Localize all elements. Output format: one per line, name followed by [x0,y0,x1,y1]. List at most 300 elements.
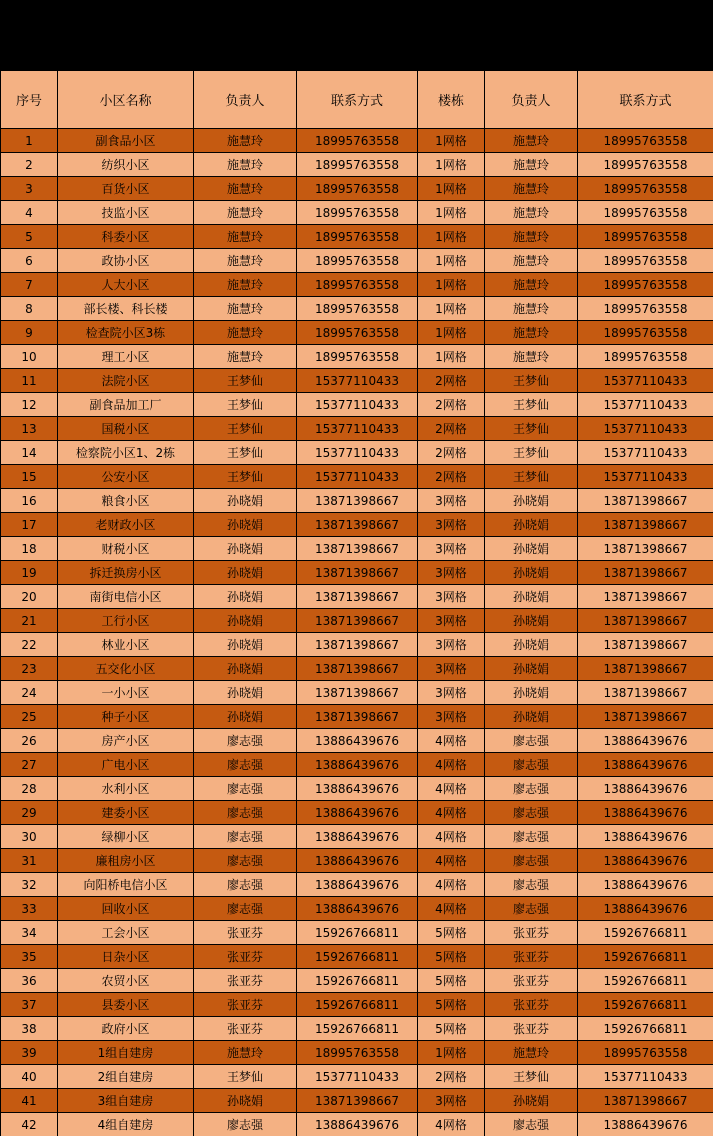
cell-person-2: 廖志强 [485,825,578,849]
cell-building-grid: 2网格 [418,1065,485,1089]
cell-contact-2: 13886439676 [578,849,713,873]
cell-contact-2: 15377110433 [578,369,713,393]
cell-community-name: 检察院小区1、2栋 [58,441,194,465]
cell-contact-1: 18995763558 [297,177,418,201]
cell-building-grid: 5网格 [418,969,485,993]
cell-person-1: 孙晓娟 [194,513,297,537]
cell-contact-2: 18995763558 [578,129,713,153]
cell-person-1: 廖志强 [194,849,297,873]
cell-serial: 34 [1,921,58,945]
col-header-community: 小区名称 [58,71,194,129]
cell-community-name: 回收小区 [58,897,194,921]
cell-contact-1: 18995763558 [297,297,418,321]
cell-person-1: 施慧玲 [194,249,297,273]
table-row [1,1041,713,1065]
cell-contact-2: 15926766811 [578,993,713,1017]
cell-community-name: 政府小区 [58,1017,194,1041]
cell-person-1: 孙晓娟 [194,585,297,609]
cell-contact-1: 13886439676 [297,849,418,873]
cell-contact-1: 15926766811 [297,993,418,1017]
table-row [1,657,713,681]
cell-contact-1: 15926766811 [297,969,418,993]
cell-serial: 5 [1,225,58,249]
cell-serial: 16 [1,489,58,513]
cell-contact-1: 13886439676 [297,873,418,897]
cell-person-2: 王梦仙 [485,465,578,489]
cell-serial: 41 [1,1089,58,1113]
cell-contact-2: 15926766811 [578,969,713,993]
cell-person-1: 王梦仙 [194,465,297,489]
cell-contact-2: 13871398667 [578,585,713,609]
cell-building-grid: 1网格 [418,225,485,249]
cell-person-1: 廖志强 [194,753,297,777]
cell-person-1: 施慧玲 [194,129,297,153]
cell-serial: 12 [1,393,58,417]
cell-community-name: 4组自建房 [58,1113,194,1136]
cell-serial: 38 [1,1017,58,1041]
col-header-contact-2: 联系方式 [578,71,713,129]
cell-community-name: 廉租房小区 [58,849,194,873]
redacted-title-bar [0,0,713,70]
cell-contact-1: 15377110433 [297,369,418,393]
cell-serial: 42 [1,1113,58,1136]
cell-contact-1: 15926766811 [297,921,418,945]
cell-serial: 18 [1,537,58,561]
cell-building-grid: 1网格 [418,345,485,369]
cell-community-name: 房产小区 [58,729,194,753]
cell-building-grid: 4网格 [418,729,485,753]
cell-person-2: 廖志强 [485,801,578,825]
cell-serial: 32 [1,873,58,897]
col-header-person-1: 负责人 [194,71,297,129]
cell-person-1: 孙晓娟 [194,633,297,657]
cell-serial: 14 [1,441,58,465]
cell-community-name: 副食品加工厂 [58,393,194,417]
cell-community-name: 拆迁换房小区 [58,561,194,585]
cell-person-2: 孙晓娟 [485,681,578,705]
cell-serial: 10 [1,345,58,369]
table-row [1,441,713,465]
cell-person-2: 施慧玲 [485,321,578,345]
cell-person-2: 张亚芬 [485,993,578,1017]
cell-contact-2: 13871398667 [578,537,713,561]
cell-building-grid: 1网格 [418,153,485,177]
cell-person-1: 施慧玲 [194,297,297,321]
cell-contact-1: 13886439676 [297,753,418,777]
cell-contact-2: 15926766811 [578,1017,713,1041]
cell-community-name: 国税小区 [58,417,194,441]
table-row [1,825,713,849]
cell-serial: 8 [1,297,58,321]
cell-person-1: 廖志强 [194,1113,297,1136]
cell-serial: 9 [1,321,58,345]
cell-person-2: 廖志强 [485,753,578,777]
cell-contact-1: 15377110433 [297,417,418,441]
cell-person-1: 张亚芬 [194,945,297,969]
table-row [1,417,713,441]
cell-contact-1: 18995763558 [297,249,418,273]
cell-person-1: 廖志强 [194,777,297,801]
cell-serial: 35 [1,945,58,969]
cell-community-name: 水利小区 [58,777,194,801]
cell-community-name: 南街电信小区 [58,585,194,609]
cell-person-1: 张亚芬 [194,921,297,945]
cell-serial: 39 [1,1041,58,1065]
cell-community-name: 人大小区 [58,273,194,297]
cell-contact-2: 18995763558 [578,177,713,201]
cell-building-grid: 3网格 [418,561,485,585]
cell-person-2: 孙晓娟 [485,513,578,537]
cell-contact-1: 13886439676 [297,825,418,849]
cell-serial: 22 [1,633,58,657]
cell-contact-2: 18995763558 [578,273,713,297]
cell-contact-2: 18995763558 [578,153,713,177]
cell-serial: 2 [1,153,58,177]
cell-building-grid: 3网格 [418,585,485,609]
cell-contact-1: 13871398667 [297,585,418,609]
cell-community-name: 政协小区 [58,249,194,273]
cell-person-1: 孙晓娟 [194,489,297,513]
cell-serial: 7 [1,273,58,297]
table-row [1,561,713,585]
cell-person-1: 施慧玲 [194,177,297,201]
cell-person-2: 施慧玲 [485,1041,578,1065]
cell-serial: 6 [1,249,58,273]
table-row [1,1113,713,1136]
table-row [1,465,713,489]
cell-building-grid: 3网格 [418,681,485,705]
cell-person-2: 施慧玲 [485,249,578,273]
table-row [1,1017,713,1041]
cell-person-2: 孙晓娟 [485,633,578,657]
cell-building-grid: 4网格 [418,801,485,825]
cell-building-grid: 1网格 [418,273,485,297]
cell-contact-1: 18995763558 [297,273,418,297]
cell-contact-2: 13886439676 [578,753,713,777]
cell-person-2: 施慧玲 [485,129,578,153]
cell-person-2: 孙晓娟 [485,585,578,609]
cell-contact-2: 15926766811 [578,945,713,969]
table-row [1,1089,713,1113]
table-row [1,393,713,417]
table-row [1,897,713,921]
cell-serial: 24 [1,681,58,705]
cell-building-grid: 2网格 [418,369,485,393]
cell-contact-1: 18995763558 [297,201,418,225]
cell-serial: 33 [1,897,58,921]
cell-building-grid: 3网格 [418,609,485,633]
cell-person-1: 张亚芬 [194,1017,297,1041]
cell-community-name: 理工小区 [58,345,194,369]
cell-community-name: 法院小区 [58,369,194,393]
cell-building-grid: 3网格 [418,537,485,561]
cell-serial: 15 [1,465,58,489]
cell-contact-2: 13886439676 [578,873,713,897]
cell-person-2: 孙晓娟 [485,609,578,633]
cell-contact-2: 13886439676 [578,777,713,801]
cell-person-1: 王梦仙 [194,393,297,417]
cell-community-name: 3组自建房 [58,1089,194,1113]
cell-person-2: 孙晓娟 [485,489,578,513]
cell-serial: 17 [1,513,58,537]
cell-contact-2: 15377110433 [578,441,713,465]
cell-serial: 20 [1,585,58,609]
cell-person-2: 施慧玲 [485,345,578,369]
table-row [1,345,713,369]
cell-serial: 40 [1,1065,58,1089]
cell-contact-1: 15926766811 [297,1017,418,1041]
cell-community-name: 县委小区 [58,993,194,1017]
table-row [1,969,713,993]
cell-person-2: 张亚芬 [485,969,578,993]
cell-building-grid: 1网格 [418,297,485,321]
cell-person-2: 孙晓娟 [485,657,578,681]
cell-person-1: 王梦仙 [194,417,297,441]
cell-contact-1: 13871398667 [297,513,418,537]
cell-community-name: 绿柳小区 [58,825,194,849]
cell-contact-1: 15377110433 [297,441,418,465]
cell-person-1: 廖志强 [194,801,297,825]
cell-contact-2: 13886439676 [578,729,713,753]
table-row [1,873,713,897]
cell-building-grid: 2网格 [418,465,485,489]
cell-person-2: 廖志强 [485,1113,578,1136]
cell-person-2: 廖志强 [485,729,578,753]
cell-contact-2: 13871398667 [578,561,713,585]
cell-building-grid: 4网格 [418,873,485,897]
cell-person-1: 施慧玲 [194,1041,297,1065]
cell-person-2: 王梦仙 [485,393,578,417]
table-row [1,321,713,345]
cell-contact-2: 15377110433 [578,1065,713,1089]
cell-building-grid: 3网格 [418,633,485,657]
table-row [1,537,713,561]
cell-person-1: 孙晓娟 [194,537,297,561]
cell-serial: 3 [1,177,58,201]
cell-person-1: 施慧玲 [194,345,297,369]
cell-building-grid: 2网格 [418,393,485,417]
cell-person-2: 廖志强 [485,897,578,921]
cell-community-name: 百货小区 [58,177,194,201]
cell-serial: 30 [1,825,58,849]
cell-person-1: 施慧玲 [194,201,297,225]
cell-person-1: 廖志强 [194,873,297,897]
cell-contact-1: 15377110433 [297,393,418,417]
cell-community-name: 一小小区 [58,681,194,705]
cell-community-name: 财税小区 [58,537,194,561]
cell-building-grid: 2网格 [418,441,485,465]
cell-building-grid: 4网格 [418,849,485,873]
cell-person-1: 廖志强 [194,729,297,753]
cell-person-1: 王梦仙 [194,1065,297,1089]
cell-person-2: 张亚芬 [485,1017,578,1041]
cell-contact-1: 15377110433 [297,1065,418,1089]
cell-person-2: 施慧玲 [485,273,578,297]
table-row [1,729,713,753]
cell-person-1: 施慧玲 [194,225,297,249]
cell-serial: 21 [1,609,58,633]
cell-community-name: 工行小区 [58,609,194,633]
cell-building-grid: 1网格 [418,129,485,153]
cell-community-name: 广电小区 [58,753,194,777]
cell-contact-2: 15377110433 [578,465,713,489]
cell-contact-2: 13871398667 [578,1089,713,1113]
cell-person-1: 孙晓娟 [194,1089,297,1113]
table-row [1,273,713,297]
cell-building-grid: 3网格 [418,489,485,513]
cell-contact-1: 13886439676 [297,897,418,921]
table-row [1,129,713,153]
cell-building-grid: 2网格 [418,417,485,441]
cell-person-2: 王梦仙 [485,369,578,393]
cell-contact-1: 18995763558 [297,345,418,369]
cell-contact-1: 13886439676 [297,777,418,801]
cell-building-grid: 1网格 [418,321,485,345]
cell-community-name: 林业小区 [58,633,194,657]
cell-community-name: 纺织小区 [58,153,194,177]
cell-person-2: 施慧玲 [485,201,578,225]
cell-serial: 28 [1,777,58,801]
cell-serial: 11 [1,369,58,393]
cell-contact-1: 13871398667 [297,1089,418,1113]
cell-serial: 37 [1,993,58,1017]
cell-serial: 29 [1,801,58,825]
cell-contact-2: 18995763558 [578,345,713,369]
table-row [1,681,713,705]
cell-building-grid: 1网格 [418,201,485,225]
cell-serial: 13 [1,417,58,441]
cell-contact-1: 15926766811 [297,945,418,969]
cell-person-2: 王梦仙 [485,417,578,441]
table-row [1,633,713,657]
cell-person-2: 孙晓娟 [485,705,578,729]
table-row [1,705,713,729]
cell-contact-2: 18995763558 [578,249,713,273]
cell-contact-1: 15377110433 [297,465,418,489]
cell-community-name: 农贸小区 [58,969,194,993]
table-row [1,177,713,201]
cell-person-2: 施慧玲 [485,225,578,249]
cell-person-2: 张亚芬 [485,945,578,969]
cell-person-2: 张亚芬 [485,921,578,945]
cell-community-name: 种子小区 [58,705,194,729]
cell-contact-2: 13871398667 [578,681,713,705]
cell-person-2: 孙晓娟 [485,561,578,585]
table-row [1,513,713,537]
cell-building-grid: 3网格 [418,513,485,537]
cell-contact-1: 13886439676 [297,729,418,753]
cell-contact-1: 18995763558 [297,129,418,153]
table-row [1,921,713,945]
cell-building-grid: 5网格 [418,945,485,969]
cell-contact-2: 18995763558 [578,321,713,345]
cell-contact-1: 13871398667 [297,681,418,705]
cell-contact-2: 18995763558 [578,1041,713,1065]
cell-contact-2: 15377110433 [578,393,713,417]
table-row [1,777,713,801]
cell-person-1: 孙晓娟 [194,681,297,705]
cell-contact-1: 13871398667 [297,657,418,681]
cell-community-name: 副食品小区 [58,129,194,153]
table-row [1,753,713,777]
cell-building-grid: 4网格 [418,825,485,849]
cell-person-1: 孙晓娟 [194,657,297,681]
cell-person-1: 廖志强 [194,897,297,921]
table-row [1,297,713,321]
cell-contact-2: 13886439676 [578,825,713,849]
cell-serial: 23 [1,657,58,681]
cell-community-name: 2组自建房 [58,1065,194,1089]
table-row [1,201,713,225]
cell-community-name: 老财政小区 [58,513,194,537]
cell-serial: 19 [1,561,58,585]
cell-contact-2: 13886439676 [578,801,713,825]
cell-serial: 25 [1,705,58,729]
cell-contact-1: 13871398667 [297,705,418,729]
cell-contact-1: 13871398667 [297,537,418,561]
cell-person-2: 施慧玲 [485,177,578,201]
cell-contact-1: 13886439676 [297,801,418,825]
cell-community-name: 检查院小区3栋 [58,321,194,345]
table-row [1,801,713,825]
cell-contact-2: 13871398667 [578,657,713,681]
col-header-person-2: 负责人 [485,71,578,129]
cell-contact-2: 18995763558 [578,201,713,225]
table-row [1,609,713,633]
cell-person-1: 孙晓娟 [194,609,297,633]
community-contact-table [0,70,713,1136]
table-row [1,1065,713,1089]
cell-contact-2: 18995763558 [578,225,713,249]
cell-building-grid: 4网格 [418,777,485,801]
cell-building-grid: 3网格 [418,1089,485,1113]
cell-contact-2: 13886439676 [578,1113,713,1136]
cell-community-name: 五交化小区 [58,657,194,681]
cell-serial: 1 [1,129,58,153]
cell-community-name: 粮食小区 [58,489,194,513]
cell-contact-2: 13871398667 [578,513,713,537]
cell-building-grid: 4网格 [418,1113,485,1136]
table-row [1,993,713,1017]
cell-contact-1: 13871398667 [297,633,418,657]
cell-contact-2: 15926766811 [578,921,713,945]
cell-building-grid: 5网格 [418,993,485,1017]
cell-person-1: 施慧玲 [194,273,297,297]
cell-serial: 26 [1,729,58,753]
cell-person-1: 张亚芬 [194,993,297,1017]
cell-building-grid: 5网格 [418,921,485,945]
cell-person-1: 张亚芬 [194,969,297,993]
cell-building-grid: 3网格 [418,657,485,681]
cell-person-2: 王梦仙 [485,1065,578,1089]
cell-building-grid: 3网格 [418,705,485,729]
cell-building-grid: 5网格 [418,1017,485,1041]
cell-contact-1: 13871398667 [297,489,418,513]
cell-person-2: 廖志强 [485,849,578,873]
cell-person-2: 王梦仙 [485,441,578,465]
cell-person-1: 王梦仙 [194,441,297,465]
cell-person-2: 孙晓娟 [485,537,578,561]
table-row [1,249,713,273]
cell-building-grid: 4网格 [418,753,485,777]
table-row [1,369,713,393]
cell-person-2: 廖志强 [485,873,578,897]
cell-contact-1: 18995763558 [297,321,418,345]
cell-community-name: 技监小区 [58,201,194,225]
cell-person-1: 施慧玲 [194,321,297,345]
cell-building-grid: 4网格 [418,897,485,921]
cell-contact-2: 15377110433 [578,417,713,441]
